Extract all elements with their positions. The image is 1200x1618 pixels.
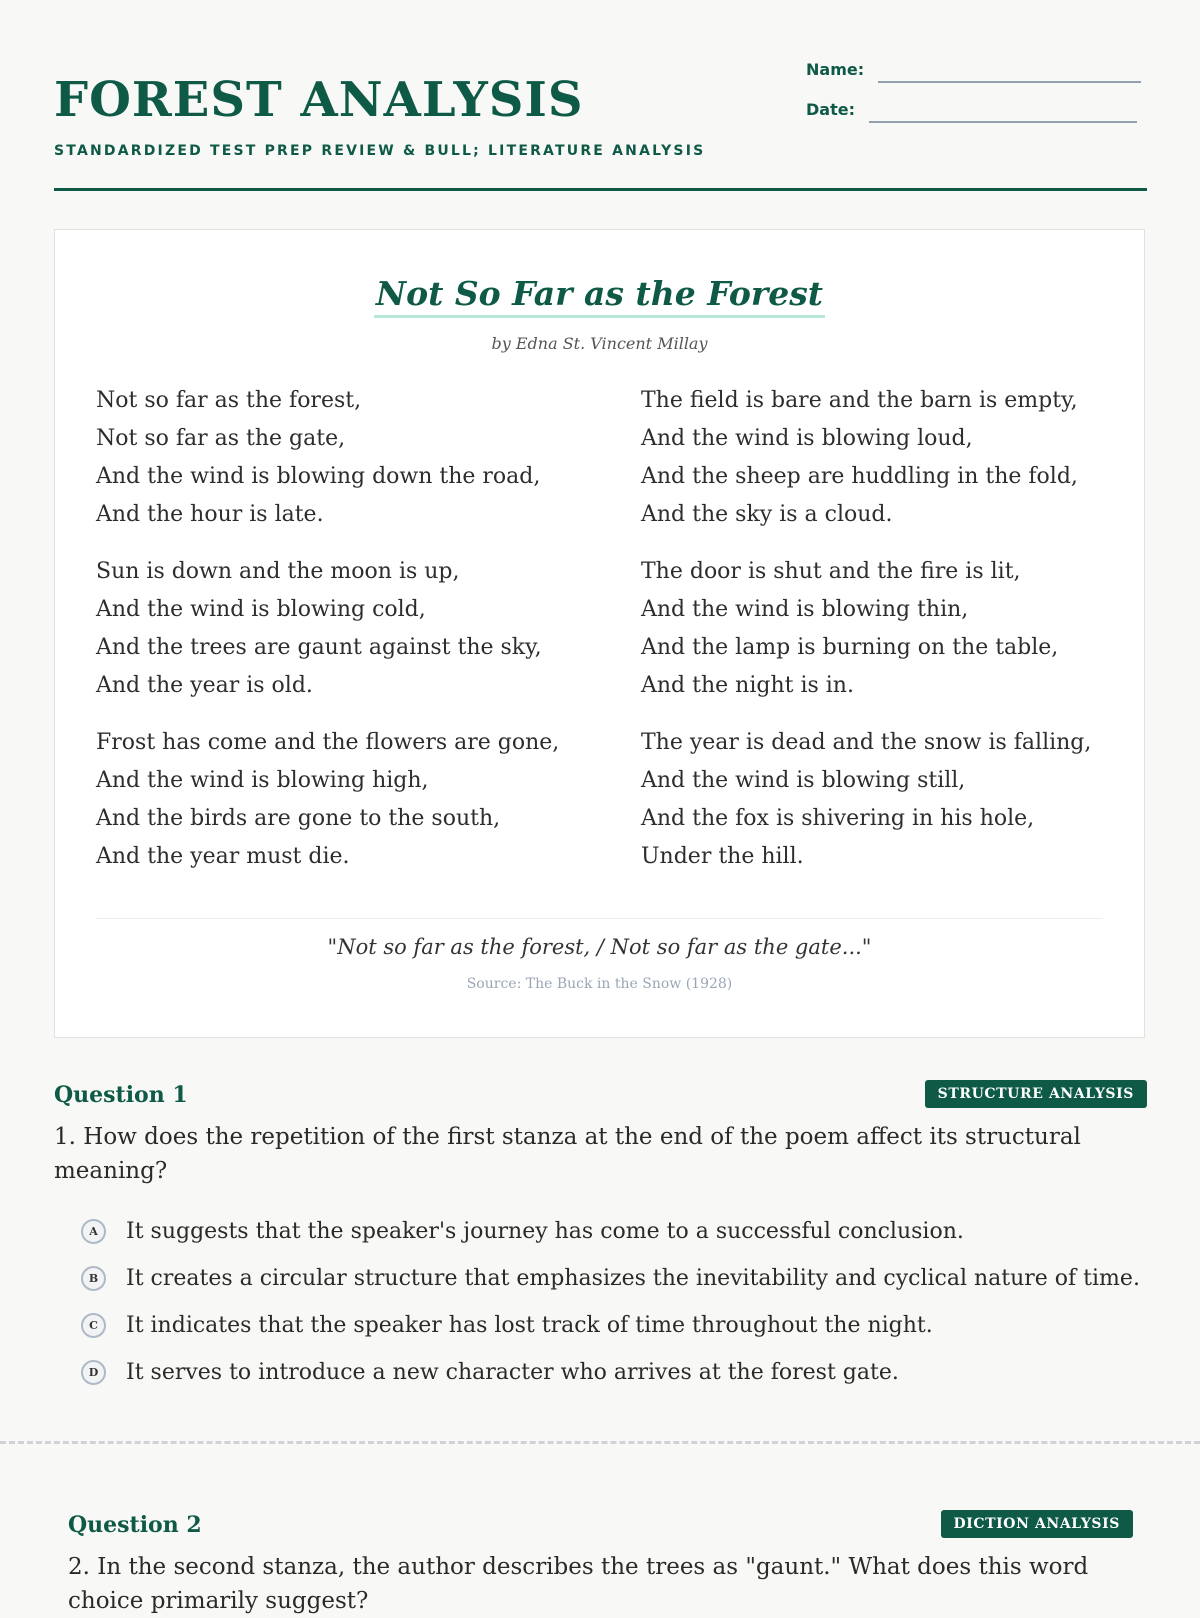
poem-line: And the sheep are huddling in the fold,	[641, 464, 1078, 489]
date-input-line[interactable]	[869, 121, 1137, 123]
poem-line: And the hour is late.	[96, 502, 324, 527]
poem-line: Frost has come and the flowers are gone,	[96, 730, 560, 755]
option-b[interactable]	[81, 1255, 1147, 1302]
date-field[interactable]	[806, 100, 1137, 119]
poem-line: The year is dead and the snow is falling,	[641, 730, 1092, 755]
poem-card	[54, 229, 1145, 1038]
poem-line: And the birds are gone to the south,	[96, 806, 501, 831]
question-label: Question 2	[68, 1512, 202, 1538]
question-header	[54, 1080, 1147, 1114]
worksheet-page	[54, 0, 1147, 992]
option-text: It indicates that the speaker has lost track of time throughout the night.	[126, 1313, 933, 1338]
poem-line: And the wind is blowing thin,	[641, 597, 969, 622]
poem-source: Source: The Buck in the Snow (1928)	[466, 976, 733, 992]
poem-line: And the wind is blowing down the road,	[96, 464, 541, 489]
option-a[interactable]	[81, 1208, 1147, 1255]
poem-title-text: Not So Far as the Forest	[374, 274, 825, 318]
question-tag: STRUCTURE ANALYSIS	[925, 1080, 1147, 1108]
poem-title	[55, 274, 1144, 313]
page-break-divider	[0, 1441, 1200, 1444]
poem-line: And the wind is blowing cold,	[96, 597, 426, 622]
question-text: 1. How does the repetition of the first stanza at the end of the poem affect its structural meaning?	[54, 1124, 1081, 1184]
poem-line: And the sky is a cloud.	[641, 502, 893, 527]
date-label: Date:	[806, 100, 855, 119]
question-1	[54, 1080, 1147, 1396]
option-letter[interactable]: B	[81, 1266, 106, 1291]
poem-line: The field is bare and the barn is empty,	[641, 388, 1078, 413]
poem-line: And the year is old.	[96, 673, 313, 698]
stanza	[641, 553, 1131, 705]
poem-line: And the night is in.	[641, 673, 854, 698]
option-letter[interactable]: A	[81, 1219, 106, 1244]
poem-divider	[96, 918, 1103, 919]
stanza	[96, 553, 616, 705]
poem-line: And the lamp is burning on the table,	[641, 635, 1059, 660]
poem-line: And the wind is blowing loud,	[641, 426, 973, 451]
answer-options	[54, 1208, 1147, 1396]
poem-line: Sun is down and the moon is up,	[96, 559, 460, 584]
stanza	[96, 382, 616, 534]
option-text: It serves to introduce a new character who arrives at the forest gate.	[126, 1360, 899, 1385]
stanza	[641, 382, 1131, 534]
poem-line: Not so far as the gate,	[96, 426, 346, 451]
name-label: Name:	[806, 60, 865, 79]
name-input-line[interactable]	[878, 81, 1141, 83]
question-label: Question 1	[54, 1082, 188, 1108]
option-d[interactable]	[81, 1349, 1147, 1396]
option-c[interactable]	[81, 1302, 1147, 1349]
poem-quote: "Not so far as the forest, / Not so far as the gate..."	[327, 935, 872, 959]
stanza	[641, 724, 1131, 876]
poem-line: Under the hill.	[641, 844, 804, 869]
poem-line: And the trees are gaunt against the sky,	[96, 635, 542, 660]
poem-line: Not so far as the forest,	[96, 388, 362, 413]
option-text: It suggests that the speaker's journey has come to a successful conclusion.	[126, 1219, 964, 1244]
name-field[interactable]	[806, 60, 1141, 79]
poem-line: The door is shut and the fire is lit,	[641, 559, 1021, 584]
question-2	[68, 1510, 1133, 1618]
stanza	[96, 724, 616, 876]
worksheet-header	[54, 0, 1147, 191]
page-subtitle: STANDARDIZED TEST PREP REVIEW & BULL; LITERATURE ANALYSIS	[54, 143, 706, 159]
option-text: It creates a circular structure that emphasizes the inevitability and cyclical nature of time.	[126, 1266, 1140, 1291]
poem-author: by Edna St. Vincent Millay	[491, 334, 708, 353]
page-title: FOREST ANALYSIS	[54, 72, 584, 128]
poem-line: And the wind is blowing high,	[96, 768, 429, 793]
poem-line: And the wind is blowing still,	[641, 768, 966, 793]
poem-line: And the fox is shivering in his hole,	[641, 806, 1035, 831]
question-tag: DICTION ANALYSIS	[941, 1510, 1134, 1538]
question-text: 2. In the second stanza, the author describes the trees as "gaunt." What does this word choice primarily suggest?	[68, 1554, 1089, 1614]
poem-line: And the year must die.	[96, 844, 350, 869]
poem-column-right	[641, 382, 1131, 895]
option-letter[interactable]: D	[81, 1360, 106, 1385]
option-letter[interactable]: C	[81, 1313, 106, 1338]
poem-column-left	[96, 382, 616, 895]
question-header	[68, 1510, 1133, 1544]
